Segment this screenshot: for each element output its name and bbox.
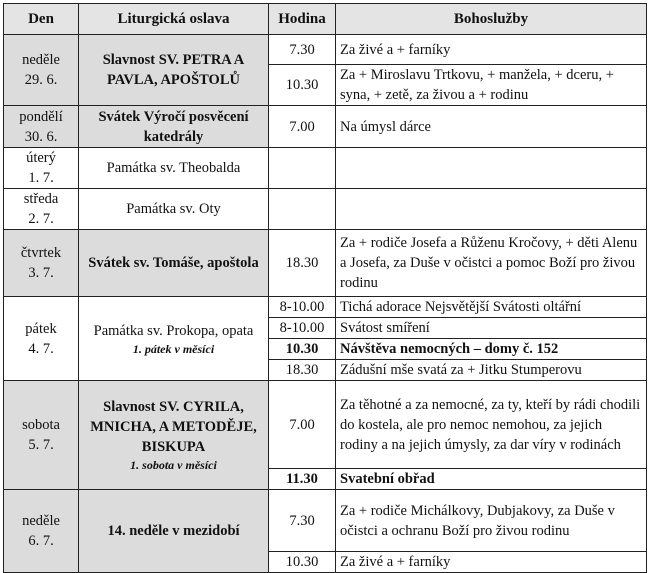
service-text: Za + rodiče Michálkovy, Dubjakovy, za Duše v očistci a ochranu Boží pro živou rodinu (336, 490, 647, 552)
schedule-body (4, 35, 647, 573)
service-text: Zádušní mše svatá za + Jitku Stumperovu (336, 360, 647, 381)
feast-cell (79, 230, 269, 297)
day-cell (4, 297, 79, 381)
service-time: 18.30 (269, 230, 336, 297)
service-time: 7.30 (269, 35, 336, 65)
service-text: Svatební obřad (336, 469, 647, 490)
service-text: Za + Miroslavu Trtkovu, + manžela, + dceru, + syna, + zetě, za živou a + rodinu (336, 65, 647, 106)
feast-name: Svátek sv. Tomáše, apoštola (88, 255, 259, 271)
service-text: Svátost smíření (336, 318, 647, 339)
day-date: 2. 7. (28, 211, 54, 227)
schedule-row (4, 35, 647, 65)
day-name: sobota (22, 417, 60, 433)
feast-cell (79, 189, 269, 230)
day-name: neděle (22, 52, 60, 68)
day-name: pondělí (19, 108, 63, 125)
schedule-row (4, 148, 647, 189)
day-cell (4, 490, 79, 573)
service-time: 7.00 (269, 381, 336, 469)
feast-cell (79, 35, 269, 106)
service-text: Za živé a + farníky (336, 552, 647, 573)
service-text: Na úmysl dárce (336, 106, 647, 148)
header-den: Den (4, 4, 79, 35)
service-time: 11.30 (269, 469, 336, 490)
day-date: 6. 7. (28, 533, 54, 549)
service-time: 10.30 (269, 65, 336, 106)
feast-name: Památka sv. Prokopa, opata (93, 322, 254, 339)
service-text (336, 189, 647, 230)
service-time: 7.30 (269, 490, 336, 552)
day-cell (4, 35, 79, 106)
service-time: 7.00 (269, 106, 336, 148)
day-name: úterý (26, 150, 56, 166)
day-cell (4, 148, 79, 189)
feast-name: Svátek Výročí posvěcení katedrály (98, 108, 249, 145)
feast-name: 14. neděle v mezidobí (107, 523, 240, 539)
feast-cell (79, 381, 269, 490)
service-time (269, 148, 336, 189)
schedule-row (4, 189, 647, 230)
day-date: 1. 7. (28, 170, 54, 186)
schedule-row (4, 381, 647, 469)
feast-note: 1. pátek v měsíci (132, 341, 215, 356)
day-name: pátek (25, 320, 57, 337)
day-date: 5. 7. (28, 437, 54, 453)
service-text: Za živé a + farníky (336, 35, 647, 65)
schedule-table (3, 3, 647, 573)
schedule-row (4, 490, 647, 552)
feast-name: Slavnost SV. CYRILA, MNICHA, A METODĚJE, BISKUPA (90, 399, 257, 455)
feast-name: Slavnost SV. PETRA A PAVLA, APOŠTOLŮ (102, 52, 245, 88)
day-cell (4, 230, 79, 297)
service-time: 8-10.00 (269, 297, 336, 318)
header-bohosluzby: Bohoslužby (336, 4, 647, 35)
header-row (4, 4, 647, 35)
service-text: Tichá adorace Nejsvětější Svátosti oltářní (336, 297, 647, 318)
service-time: 10.30 (269, 552, 336, 573)
header-oslava: Liturgická oslava (79, 4, 269, 35)
day-name: neděle (22, 513, 60, 529)
feast-cell (79, 297, 269, 381)
feast-note: 1. sobota v měsíci (130, 458, 217, 472)
service-text: Návštěva nemocných – domy č. 152 (336, 339, 647, 360)
feast-cell (79, 490, 269, 573)
feast-cell (79, 106, 269, 148)
day-date: 3. 7. (28, 265, 54, 281)
service-time: 18.30 (269, 360, 336, 381)
schedule-row (4, 230, 647, 297)
schedule-row (4, 106, 647, 148)
service-text: Za + rodiče Josefa a Růženu Kročovy, + děti Alenu a Josefa, za Duše v očistci a pomoc Boží pro živou rodinu (336, 230, 647, 297)
day-name: středa (23, 191, 59, 207)
day-date: 4. 7. (28, 340, 54, 357)
day-date: 29. 6. (24, 72, 58, 88)
feast-cell (79, 148, 269, 189)
service-time (269, 189, 336, 230)
feast-name: Památka sv. Theobalda (106, 160, 241, 176)
day-cell (4, 189, 79, 230)
header-hodina: Hodina (269, 4, 336, 35)
feast-name: Památka sv. Oty (126, 201, 221, 217)
day-date: 30. 6. (24, 128, 58, 145)
schedule-row (4, 297, 647, 318)
service-time: 8-10.00 (269, 318, 336, 339)
service-text: Za těhotné a za nemocné, za ty, kteří by rádi chodili do kostela, ale pro nemoc nemohou, za jejich rodiny a na jejich úmysly, za dar víry v rodinách (336, 381, 647, 469)
day-name: čtvrtek (20, 245, 62, 261)
service-time: 10.30 (269, 339, 336, 360)
day-cell (4, 381, 79, 490)
service-text (336, 148, 647, 189)
day-cell (4, 106, 79, 148)
